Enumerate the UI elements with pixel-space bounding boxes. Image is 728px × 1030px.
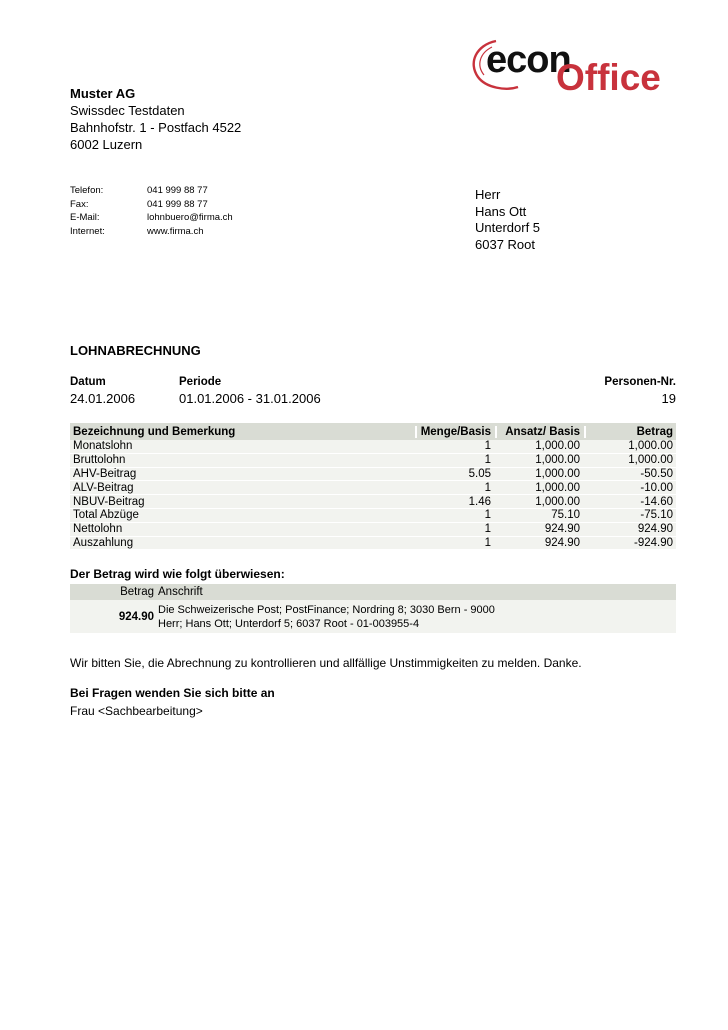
cell-rate: 1,000.00	[535, 481, 580, 494]
cell-quantity: 5.05	[468, 467, 491, 480]
cell-rate: 1,000.00	[535, 440, 580, 453]
date-value: 24.01.2006	[70, 391, 136, 406]
recipient-address	[475, 187, 540, 253]
period-label: Periode	[179, 376, 222, 388]
column-header: Bezeichnung und Bemerkung	[73, 425, 236, 438]
cell-description: ALV-Beitrag	[73, 481, 134, 494]
person-number-value: 19	[661, 391, 676, 406]
table-header-row	[70, 423, 676, 440]
cell-amount: -10.00	[640, 481, 673, 494]
cell-rate: 1,000.00	[535, 467, 580, 480]
cell-rate: 75.10	[551, 509, 580, 522]
transfer-address	[158, 603, 676, 631]
transfer-address-line: Herr; Hans Ott; Unterdorf 5; 6037 Root - 01-003955-4	[158, 617, 420, 630]
cell-amount: 1,000.00	[628, 454, 673, 467]
transfer-amount: 924.90	[118, 610, 154, 623]
recipient-name: Hans Ott	[475, 203, 527, 219]
period-value: 01.01.2006 - 31.01.2006	[179, 391, 321, 406]
cell-amount: -75.10	[640, 509, 673, 522]
cell-quantity: 1	[484, 481, 491, 494]
cell-quantity: 1	[484, 454, 491, 467]
contact-label: Telefon:	[70, 185, 104, 196]
recipient-salutation: Herr	[475, 187, 501, 202]
table-row	[70, 523, 676, 537]
cell-quantity: 1	[484, 536, 491, 549]
table-row	[70, 481, 676, 495]
sender-address	[70, 85, 241, 153]
contact-label: Fax:	[70, 198, 89, 210]
table-row	[70, 454, 676, 468]
column-header-amount: Betrag	[120, 586, 154, 598]
sender-street: Bahnhofstr. 1 - Postfach 4522	[70, 120, 242, 135]
table-row	[70, 509, 676, 523]
cell-amount: -924.90	[633, 536, 673, 549]
recipient-street: Unterdorf 5	[475, 220, 541, 235]
cell-description: Auszahlung	[73, 536, 134, 549]
cell-rate: 1,000.00	[535, 454, 580, 467]
cell-amount: -50.50	[640, 467, 673, 480]
sender-name: Muster AG	[70, 86, 136, 101]
cell-description: NBUV-Beitrag	[73, 495, 145, 508]
cell-description: Nettolohn	[73, 523, 123, 536]
contact-row-email	[70, 211, 233, 225]
contact-row-phone	[70, 184, 233, 198]
company-logo	[466, 33, 686, 103]
cell-amount: -14.60	[640, 495, 673, 508]
table-row	[70, 537, 676, 551]
table-row	[70, 495, 676, 509]
contact-value: 041 999 88 77	[147, 198, 208, 210]
sender-contact-info	[70, 184, 233, 238]
cell-description: Total Abzüge	[73, 509, 139, 522]
column-header: Betrag	[584, 426, 676, 438]
contact-label: Internet:	[70, 225, 105, 237]
notice-text: Wir bitten Sie, die Abrechnung zu kontrollieren und allfällige Unstimmigkeiten zu melden. Danke.	[70, 656, 582, 670]
cell-amount: 1,000.00	[628, 440, 673, 453]
date-label: Datum	[70, 376, 106, 388]
sender-line2: Swissdec Testdaten	[70, 103, 185, 118]
payslip-table	[70, 423, 676, 550]
document-title: LOHNABRECHNUNG	[70, 343, 201, 358]
transfer-address-line: Die Schweizerische Post; PostFinance; Nordring 8; 3030 Bern - 9000	[158, 603, 495, 616]
column-header: Ansatz/ Basis	[495, 426, 584, 438]
cell-quantity: 1	[484, 509, 491, 522]
person-number-label: Personen-Nr.	[604, 376, 676, 388]
cell-rate: 924.90	[544, 536, 580, 549]
table-row	[70, 468, 676, 482]
cell-quantity: 1.46	[468, 495, 491, 508]
column-header: Menge/Basis	[415, 426, 495, 438]
cell-quantity: 1	[484, 523, 491, 536]
contact-row-fax	[70, 198, 233, 212]
transfer-table	[70, 584, 676, 633]
cell-quantity: 1	[484, 440, 491, 453]
cell-description: Bruttolohn	[73, 454, 126, 467]
contact-person: Frau <Sachbearbeitung>	[70, 704, 203, 718]
sender-city: 6002 Luzern	[70, 137, 143, 152]
recipient-city: 6037 Root	[475, 236, 535, 252]
logo-text-econ: econ	[486, 39, 571, 81]
cell-rate: 1,000.00	[535, 495, 580, 508]
contact-value: www.firma.ch	[147, 225, 204, 237]
transfer-row	[70, 600, 676, 633]
cell-rate: 924.90	[544, 523, 580, 536]
logo-text-office: Office	[556, 57, 661, 98]
transfer-title: Der Betrag wird wie folgt überwiesen:	[70, 567, 285, 581]
cell-description: AHV-Beitrag	[73, 467, 137, 480]
contact-value: lohnbuero@firma.ch	[147, 212, 233, 223]
column-header-address: Anschrift	[158, 586, 203, 598]
cell-amount: 924.90	[637, 523, 673, 536]
transfer-header-row	[70, 584, 676, 600]
contact-label: E-Mail:	[70, 212, 100, 223]
contact-value: 041 999 88 77	[147, 185, 208, 196]
contact-row-internet	[70, 225, 233, 239]
table-row	[70, 440, 676, 454]
cell-description: Monatslohn	[73, 440, 133, 453]
questions-heading: Bei Fragen wenden Sie sich bitte an	[70, 686, 275, 700]
